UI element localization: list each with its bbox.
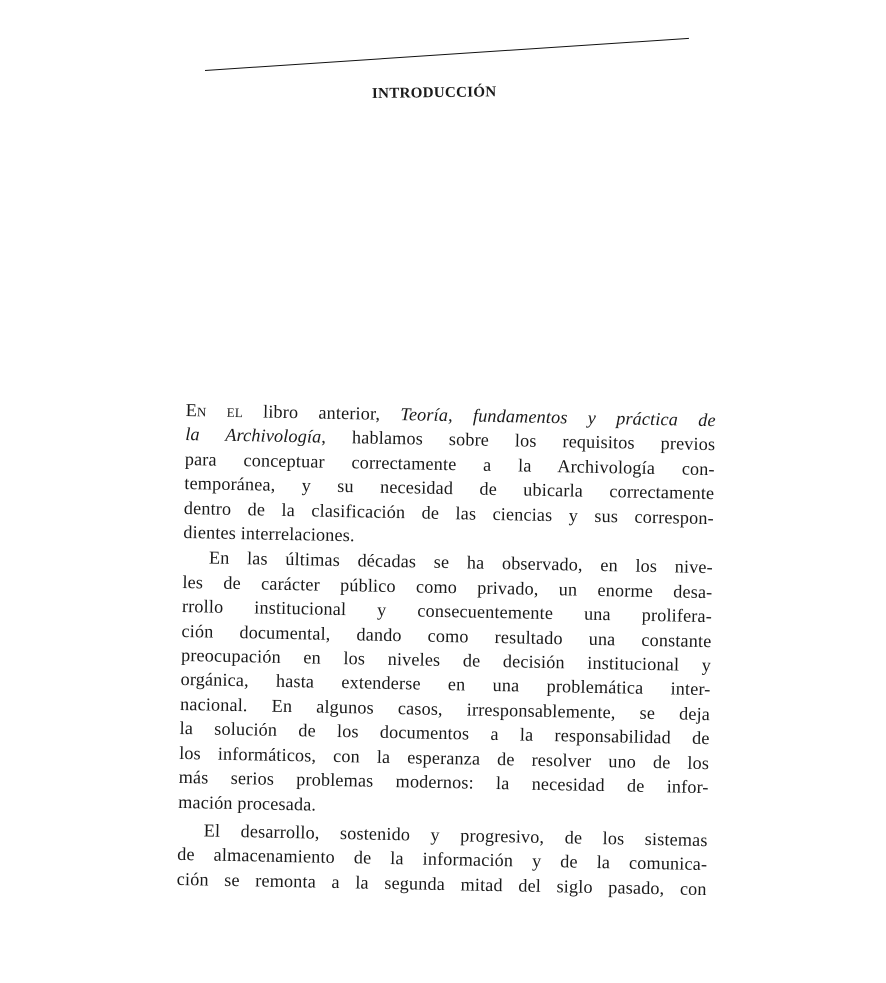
text-line: temporánea, y su necesidad de ubicarla correctamente — [184, 473, 715, 504]
text-line: orgánica, hasta extenderse en una problemática inter- — [180, 669, 711, 700]
book-title-italic: Teoría, fundamentos y práctica de — [400, 404, 716, 431]
chapter-heading: INTRODUCCIÓN — [371, 84, 497, 102]
text-run: libro anterior, — [242, 401, 401, 425]
text-line: El desarrollo, sostenido y progresivo, de los sistemas — [203, 820, 708, 850]
text-line: la solución de los documentos a la responsabilidad de — [179, 718, 710, 749]
body-text — [177, 398, 716, 901]
text-line: dientes interrelaciones. — [183, 522, 355, 546]
text-run: , hablamos sobre los requisitos previos — [321, 427, 716, 455]
text-line: les de carácter público como privado, un enorme desa- — [182, 571, 713, 602]
text-line: nacional. En algunos casos, irresponsablemente, se deja — [179, 693, 711, 724]
text-line: más serios problemas modernos: la necesidad de infor- — [178, 767, 709, 798]
text-line: mación procesada. — [178, 791, 317, 815]
text-line: ción documental, dando como resultado una constante — [181, 620, 712, 651]
text-line: rrollo institucional y consecuentemente una prolifera- — [181, 596, 713, 627]
drop-lead-words: En el — [185, 399, 244, 422]
text-line: preocupación en los niveles de decisión institucional y — [180, 645, 712, 676]
text-line: para conceptuar correctamente a la Archivología con- — [184, 448, 715, 479]
paragraph-2 — [178, 545, 713, 824]
book-title-italic: la Archivología — [185, 424, 322, 448]
text-line: ción se remonta a la segunda mitad del siglo pasado, con — [176, 868, 707, 899]
text-line: los informáticos, con la esperanza de resolver uno de los — [178, 742, 710, 773]
text-line: En las últimas décadas se ha observado, en los nive- — [208, 547, 714, 578]
text-line: de almacenamiento de la información y de la comunica- — [177, 844, 708, 875]
paragraph-3 — [177, 818, 708, 901]
paragraph-1 — [183, 398, 716, 555]
header-rule — [205, 38, 689, 71]
text-line: dentro de la clasificación de las ciencias y sus correspon- — [183, 497, 714, 528]
